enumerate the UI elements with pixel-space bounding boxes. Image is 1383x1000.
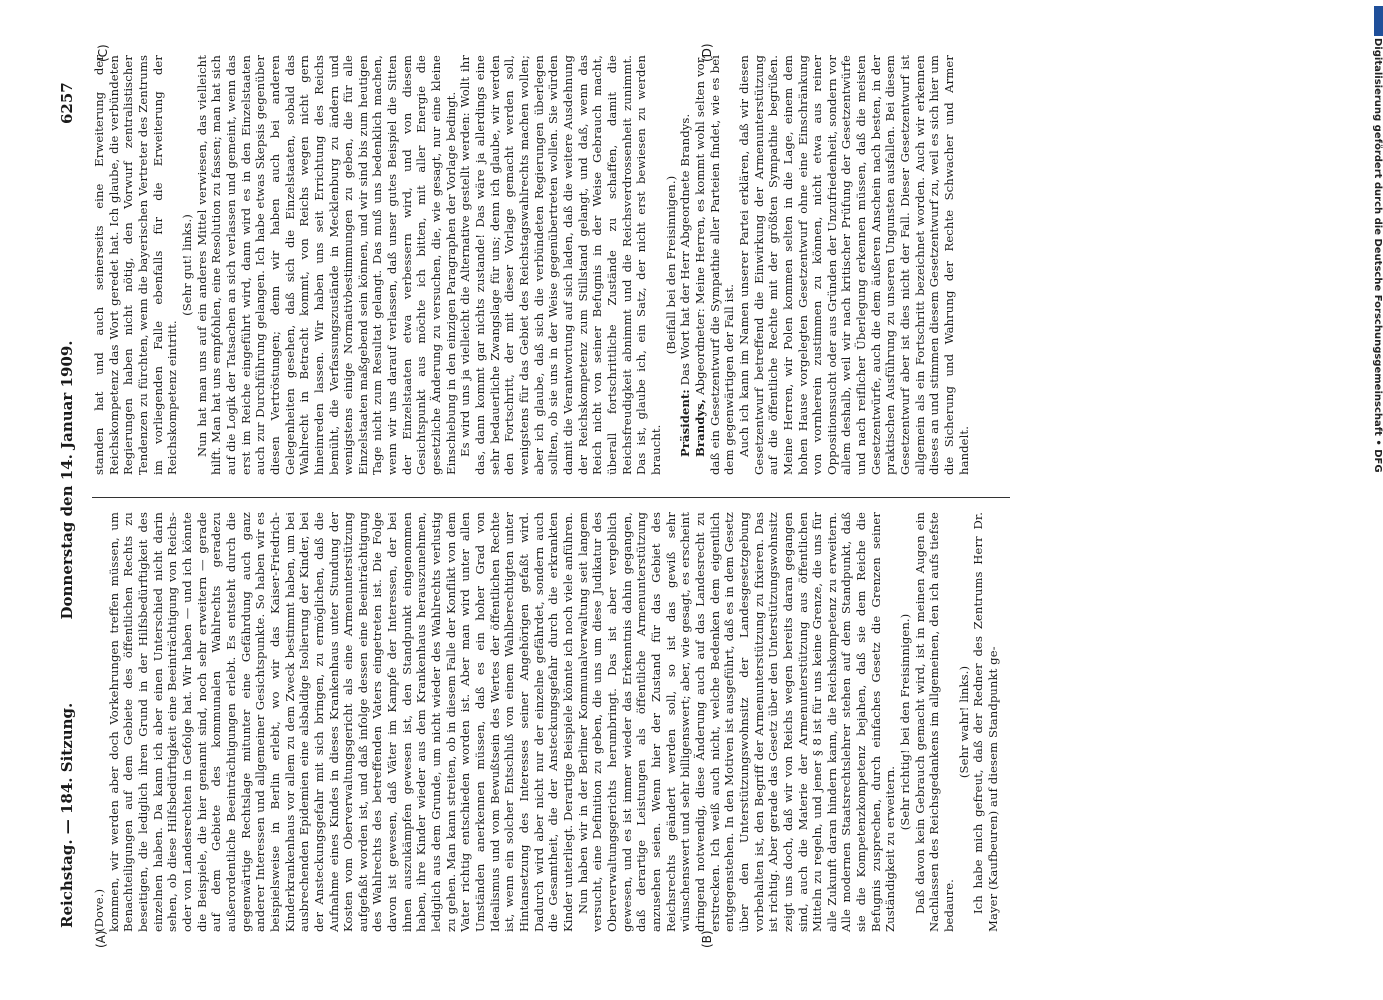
margin-marker-b: (B) <box>700 930 714 948</box>
right-text-column <box>92 55 971 475</box>
digitization-credit-text: Digitalisierung gefördert durch die Deutsche Forschungsgemeinschaft • DFG <box>1372 38 1383 473</box>
body-paragraph: standen hat und auch seinerseits eine Erweiterung der Reichskompetenz das Wort geredet hat. Ich glaube, die verbündeten Regierungen haben nicht nötig, den Vorwurf zentralistischer Tendenzen zu fürchten, wenn die bayerischen Vertreter des Zentrums im vorliegenden Falle ebenfalls für die Erweiterung der Reichskompetenz eintritt. <box>92 55 180 475</box>
interjection: (Sehr wahr! links.) <box>956 665 971 779</box>
body-paragraph: Daß davon kein Gebrauch gemacht wird, ist in meinen Augen ein Nachlassen des Reichsgedankens im allgemeinen, den ich aufs tiefste bedaure. <box>912 512 957 932</box>
body-paragraph: Nun haben wir in der Berliner Kommunalverwaltung seit langem versucht, eine Definition zu geben, die uns um diese Judikatur des Oberverwaltungsgerichts herumbringt. Das ist aber vergeblich gewesen, und es ist immer wieder das Erkenntnis dahin gegangen, daß derartige Leistungen als öffentliche Armenunterstützung anzusehen seien. Wenn hier der Zustand für das Gebiet des Reichsrechts geändert werden soll, so ist das gewiß sehr wünschenswert und sehr billigenswert; aber, wie gesagt, es erscheint dringend notwendig, diese Änderung auch auf das Landesrecht zu erstrecken. Ich weiß auch nicht, welche Bedenken dem eigentlich entgegenstehen. In den Motiven ist ausgeführt, daß es in dem Gesetz über den Unterstützungswohnsitz der Landesgesetzgebung vorbehalten ist, den Begriff der Armenunterstützung zu fixieren. Das ist richtig. Aber gerade das Gesetz über den Unterstützungswohnsitz zeigt uns doch, daß wir von Reichs wegen bereits daran gegangen sind, auch die Materie der Armenunterstützung aus öffentlichen Mitteln zu regeln, und jener § 8 ist für uns keine Grenze, die uns für alle Zukunft daran hindern kann, die Reichskompetenz zu erweitern. Alle modernen Staatsrechtslehrer stehen auf dem Standpunkt, daß sie die Kompetenzkompetenz bejahen, daß sie dem Reiche die Befugnis zusprechen, durch einfaches Gesetz die Grenzen seiner Zuständigkeit zu erweitern. <box>575 512 898 932</box>
margin-marker-d: (D) <box>700 43 714 62</box>
page-number: 6257 <box>58 82 76 124</box>
column-divider <box>92 497 1010 498</box>
interjection: (Beifall bei den Freisinnigen.) <box>663 175 678 355</box>
body-paragraph: Es wird uns ja vielleicht die Alternative gestellt werden: Wollt ihr das, dann kommt gar nichts zustande! Das wäre ja allerdings eine sehr bedauerliche Zwangslage für uns; denn ich glaube, wir werden den Fortschritt, der mit dieser Vorlage gemacht werden soll, wenigstens für das Gebiet des Reichstagswahlrechts machen wollen; aber ich glaube, daß sich die verbündeten Regierungen überlegen sollten, ob sie uns in der Weise gegenübertreten wollen. Sie würden damit die Verantwortung auf sich laden, daß die weitere Ausdehnung der Reichskompetenz zum Stillstand gelangt, und daß, wenn das Reich nicht von seiner Befugnis in der Weise Gebrauch macht, überall fortschrittliche Zustände zu schaffen, damit die Reichsfreudigkeit abnimmt und die Reichsverdrossenheit zunimmt. Das ist, glaube ich, ein Satz, der nicht erst bewiesen zu werden braucht. <box>458 55 663 475</box>
body-paragraph: Nun hat man uns auf ein anderes Mittel verwiesen, das vielleicht hilft. Man hat uns empfohlen, eine Resolution zu fassen; man hat sich auf die Logik der Tatsachen an sich verlassen und gemeint, wenn das erst im Reiche eingeführt wird, dann wird es in den Einzelstaaten auch zur Durchführung gelangen. Ich habe etwas Skepsis gegenüber diesen Vertröstungen; denn wir haben auch bei anderen Gelegenheiten gesehen, daß sich die Einzelstaaten, sobald das Wahlrecht in Betracht kommt, von Reichs wegen nicht gern hineinreden lassen. Wir haben uns seit Errichtung des Reichs bemüht, die Verfassungszustände in Mecklenburg zu ändern und wenigstens einige Normativbestimmungen zu geben, die für alle Einzelstaaten maßgebend sein können, und wir sind bis zum heutigen Tage nicht zum Resultat gelangt. Das muß uns bedenklich machen, wenn wir uns darauf verlassen, daß unser gutes Beispiel die Sitten der Einzelstaaten etwa verbessern wird, und von diesem Gesichtspunkt aus möchte ich bitten, mit aller Energie die gesetzliche Änderung zu versuchen, die, wie gesagt, nur eine kleine Einschiebung in den einzigen Paragraphen der Vorlage bedingt. <box>194 55 458 475</box>
speaker-text: Abgeordneter: Meine Herren, es kommt wohl selten vor, daß ein Gesetzentwurf die Sympathie aller Parteien findet, wie es bei dem gegenwärtigen der Fall ist. <box>692 55 737 475</box>
interjection: (Sehr richtig! bei den Freisinnigen.) <box>898 613 913 831</box>
interjection: (Sehr gut! links.) <box>179 214 194 316</box>
speaker-paragraph <box>678 55 693 475</box>
running-header-left: Reichstag. — 184. Sitzung. <box>58 702 76 928</box>
body-paragraph: kommen, wir werden aber doch Vorkehrungen treffen müssen, um Benachteiligungen auf dem Gebiete des öffentlichen Rechts zu beseitigen, die lediglich ihren Grund in der Hilfsbedürftigkeit des einzelnen haben. Da kann ich aber einen Unterschied nicht darin sehen, ob diese Hilfsbedürftigkeit eine Beeinträchtigung von Reichs- oder von Landesrechten in Gefolge hat. Wir haben — und ich könnte die Beispiele, die hier genannt sind, noch sehr erweitern — gerade auf dem Gebiete des kommunalen Wahlrechts geradezu außerordentliche Beeinträchtigungen erlebt. Es entsteht durch die gegenwärtige Rechtslage mitunter eine Gefährdung auch ganz anderer Interessen und allgemeiner Gesichtspunkte. So haben wir es beispielsweise in Berlin erlebt, wo wir das Kaiser-Friedrich-Kinderkrankenhaus vor allem zu dem Zweck bestimmt haben, um bei ausbrechenden Epidemien eine alsbaldige Isolierung der Kinder, bei der Ansteckungsgefahr mit sich bringen, zu ermöglichen, daß die Aufnahme eines Kindes in dieses Krankenhaus unter Stundung der Kosten vom Oberverwaltungsgericht als eine Armenunterstützung aufgefaßt worden ist, und daß infolge dessen eine Beeinträchtigung des Wahlrechts des betreffenden Vaters eingetreten ist. Die Folge davon ist gewesen, daß Väter im Kampfe der Interessen, der bei ihnen auszukämpfen gewesen ist, den Standpunkt eingenommen haben, ihre Kinder wieder aus dem Krankenhaus herauszunehmen, lediglich aus dem Grunde, um nicht wieder des Wahlrechts verlustig zu gehen. Man kann streiten, ob in diesem Falle der Konflikt von dem Vater richtig entschieden worden ist. Aber man wird unter allen Umständen anerkennen müssen, daß es ein hoher Grad von Idealismus und vom Bewußtsein des Wertes der öffentlichen Rechte ist, wenn ein solcher Entschluß von einem Wahlberechtigten unter Hintansetzung des Interesses seiner Angehörigen gefaßt wird. Dadurch wird aber nicht nur der einzelne gefährdet, sondern auch die Gesamtheit, die der Ansteckungsgefahr durch die erkrankten Kinder unterliegt. Derartige Beispiele könnte ich noch viele anführen. <box>106 512 575 932</box>
speaker-text: Das Wort hat der Herr Abgeordnete Brandys. <box>678 113 693 390</box>
speaker-paragraph <box>693 55 737 475</box>
speaker-name: Präsident: <box>678 389 693 457</box>
left-text-column <box>92 512 1001 932</box>
body-paragraph: (Dove.) <box>92 888 106 932</box>
body-paragraph: Ich habe mich gefreut, daß der Redner des Zentrums Herr Dr. Mayer (Kaufbeuren) auf diesem Standpunkt ge- <box>971 512 1001 932</box>
speaker-name: Brandys, <box>692 398 707 457</box>
body-paragraph: Auch ich kann im Namen unserer Partei erklären, daß wir diesen Gesetzentwurf betreffend die Einwirkung der Armenunterstützung auf die öffentliche Rechte mit der größten Sympathie begrüßen. Meine Herren, wir Polen kommen selten in die Lage, einem dem hohen Hause vorgelegten Gesetzentwurf ohne eine Einschränkung von vornherein zustimmen zu können, nicht etwa aus reiner Oppositionssucht oder aus Gründen der Unzufriedenheit, sondern vor allem deshalb, weil wir nach kritischer Prüfung der Gesetzentwürfe und nach reiflicher Überlegung erkennen müssen, daß die meisten Gesetzentwürfe, auch die dem äußeren Anschein nach besten, in der praktischen Ausführung zu unseren Ungunsten ausfallen. Bei diesem Gesetzentwurf aber ist dies nicht der Fall. Dieser Gesetzentwurf ist allgemein als ein Fortschritt bezeichnet worden. Auch wir erkennen dieses an und stimmen diesem Gesetzentwurf zu, weil es sich hier um die Sicherung und Wahrung der Rechte Schwacher und Armer handelt. <box>736 55 971 475</box>
margin-marker-c: (C) <box>96 44 110 62</box>
margin-marker-a: (A) <box>94 930 108 948</box>
running-header-date: Donnerstag den 14. Januar 1909. <box>58 340 76 620</box>
digitization-credit <box>1372 38 1383 598</box>
dfg-logo-icon <box>1374 6 1383 36</box>
